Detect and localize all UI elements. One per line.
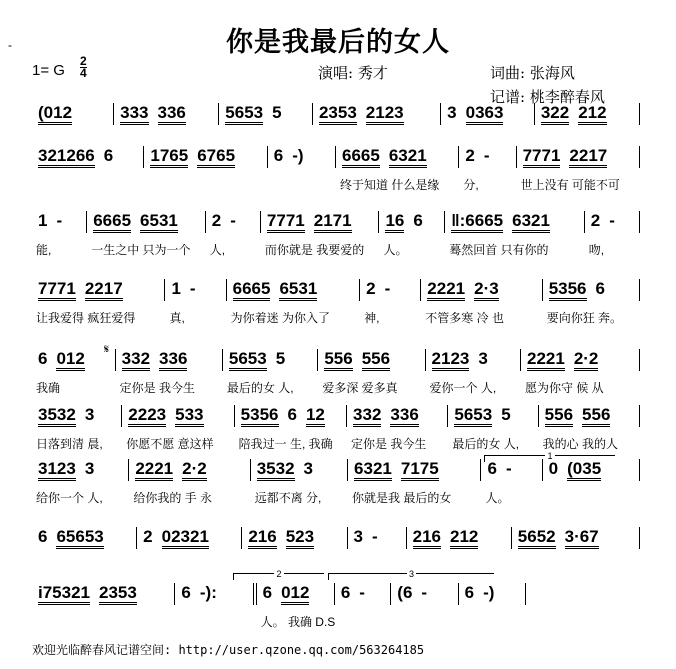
- note-group: 321266: [38, 147, 95, 168]
- measure-notes: [523, 146, 608, 168]
- note-group: 332: [122, 350, 150, 371]
- measure: [448, 405, 538, 451]
- staff-row: [32, 211, 640, 257]
- note-group: -): [483, 583, 495, 602]
- note-group: (012: [38, 104, 72, 125]
- note-group: 5356: [241, 406, 279, 427]
- measure-notes: [135, 459, 206, 481]
- note-group: 212: [578, 104, 606, 125]
- note-group: 6321: [512, 212, 550, 233]
- note-group: 0363: [466, 104, 504, 125]
- note-group: 333: [120, 104, 148, 125]
- key-signature: 1= G: [32, 62, 65, 79]
- transcriber: 记谱: 桃李醉春风: [490, 88, 605, 106]
- measure: [521, 349, 640, 395]
- lyric: 最后的女 人,: [452, 437, 520, 451]
- note-group: 6: [340, 583, 351, 602]
- measure-notes: [319, 103, 404, 125]
- measure: [336, 146, 459, 192]
- measure-notes: [549, 279, 605, 301]
- measure-notes: [38, 103, 72, 125]
- stray-dash: -: [8, 38, 12, 52]
- note-group: 556: [362, 350, 390, 371]
- note-group: 3123: [38, 460, 76, 481]
- note-group: i75321: [38, 584, 90, 605]
- staff-row: [32, 459, 640, 505]
- measure-notes: [122, 349, 188, 371]
- note-group: 6: [464, 583, 475, 602]
- note-group: 5356: [549, 280, 587, 301]
- note-group: 7175: [401, 460, 439, 481]
- measure-notes: [38, 527, 104, 549]
- measure: [219, 103, 313, 125]
- note-group: 6: [487, 459, 497, 478]
- note-group: 556: [545, 406, 573, 427]
- measure-notes: [451, 211, 550, 233]
- measure-notes: [341, 583, 365, 605]
- note-group: 3: [447, 103, 457, 122]
- measure-notes: [487, 459, 511, 481]
- measure-notes: [432, 349, 488, 371]
- note-group: 2221: [135, 460, 173, 481]
- note-group: 533: [175, 406, 203, 427]
- note-group: 3: [478, 349, 488, 368]
- note-group: 2123: [366, 104, 404, 125]
- lyric: 一生之中 只为一个: [91, 243, 191, 257]
- lyric: 我的心 我的人: [542, 437, 619, 451]
- note-group: 6: [595, 279, 605, 298]
- measure: [585, 211, 640, 257]
- note-group: 2221: [527, 350, 565, 371]
- note-group: 3532: [257, 460, 295, 481]
- measure-notes: [225, 103, 281, 125]
- measure-notes: [385, 211, 422, 233]
- lyric: 分,: [463, 178, 479, 192]
- note-group: 523: [286, 528, 314, 549]
- measure-notes: [447, 103, 503, 125]
- note-group: (6: [397, 583, 413, 602]
- note-group: 2: [590, 211, 601, 230]
- note-group: 3: [353, 527, 363, 546]
- note-group: 6531: [140, 212, 178, 233]
- note-group: -: [230, 211, 236, 230]
- measure: [512, 527, 640, 549]
- measure: [257, 583, 336, 629]
- measure: [223, 349, 318, 395]
- measure: [535, 103, 640, 125]
- measure: [348, 527, 407, 549]
- lyric: 能,: [36, 243, 52, 257]
- volta-2: [233, 569, 324, 580]
- measure-notes: [38, 211, 62, 233]
- note-group: 6: [181, 583, 191, 602]
- measure: [122, 405, 234, 451]
- staff-row: [32, 583, 526, 629]
- note-group: 3: [303, 459, 314, 478]
- measure-notes: [263, 583, 310, 605]
- lyric: 给你一个 人,: [36, 491, 103, 505]
- measure: [459, 146, 516, 192]
- lyric: 人。 我确 D.S: [260, 615, 336, 629]
- measure: [32, 583, 175, 605]
- measure: [32, 103, 114, 125]
- measure-notes: [38, 279, 123, 301]
- note-group: 3532: [38, 406, 76, 427]
- measure: [335, 583, 391, 605]
- note-group: 3: [84, 459, 95, 478]
- measure: [318, 349, 425, 395]
- note-group: 1: [38, 211, 48, 230]
- lyric: 你愿不愿 意这样: [126, 437, 214, 451]
- measure: [517, 146, 640, 192]
- measure-notes: [545, 405, 611, 427]
- note-group: 7771: [267, 212, 305, 233]
- note-group: ‖:6665: [451, 212, 503, 233]
- measure-notes: [181, 583, 216, 605]
- note-group: 2: [211, 211, 222, 230]
- measure-notes: [229, 349, 285, 371]
- note-group: -: [359, 583, 365, 602]
- measure-notes: [274, 146, 304, 168]
- volta-3-label: 3: [408, 569, 414, 579]
- staff-row: [32, 279, 640, 325]
- footer-credit: 欢迎光临醉春风记谱空间: http://user.qzone.qq.com/563264185: [32, 643, 425, 657]
- composer: 词曲: 张海风: [490, 64, 575, 82]
- note-group: 332: [353, 406, 381, 427]
- note-group: -: [609, 211, 615, 230]
- note-group: 2: [366, 279, 376, 298]
- note-group: 12: [306, 406, 325, 427]
- measure-notes: [353, 405, 419, 427]
- note-group: 2·2: [574, 350, 599, 371]
- volta-1-label: 1: [547, 451, 553, 461]
- measure: [175, 583, 256, 605]
- lyric: 蓦然回首 只有你的: [449, 243, 549, 257]
- note-group: 6: [38, 527, 48, 546]
- note-group: -: [421, 583, 428, 602]
- measure: [114, 103, 219, 125]
- lyric: 人。: [485, 491, 510, 505]
- measure: [206, 211, 261, 257]
- segno-sign: 𝄋: [104, 342, 110, 356]
- note-group: 5653: [225, 104, 263, 125]
- singer: 演唱: 秀才: [318, 64, 388, 82]
- note-group: 216: [248, 528, 276, 549]
- measure: [32, 146, 144, 168]
- lyric: 最后的女 人,: [226, 381, 294, 395]
- measure: [543, 279, 640, 325]
- note-group: 012: [56, 350, 84, 371]
- lyric: 世上没有 可能不可: [520, 178, 620, 192]
- measure: [407, 527, 512, 549]
- lyric: 陪我过一 生, 我确: [238, 437, 333, 451]
- measure-notes: [454, 405, 510, 427]
- measure-notes: [541, 103, 607, 125]
- note-group: 6: [287, 405, 297, 424]
- note-group: 336: [390, 406, 418, 427]
- measure-notes: [591, 211, 615, 233]
- measure-notes: [171, 279, 195, 301]
- measure-notes: [120, 103, 186, 125]
- measure: [32, 211, 87, 257]
- measure: [251, 459, 348, 505]
- lyric: 你就是我 最后的女: [352, 491, 452, 505]
- staff-row: [32, 349, 640, 395]
- song-title: 你是我最后的女人: [226, 27, 450, 58]
- lyric: 为你着迷 为你入了: [230, 311, 330, 325]
- measure: [445, 211, 585, 257]
- note-group: 3: [84, 405, 95, 424]
- measure-notes: [212, 211, 236, 233]
- note-group: 65653: [56, 528, 103, 549]
- measure-notes: [324, 349, 390, 371]
- note-group: 5: [272, 103, 282, 122]
- lyric: 终于知道 什么是缘: [340, 178, 440, 192]
- lyric: 爱你一个 人,: [429, 381, 497, 395]
- staff-row: [32, 405, 640, 451]
- note-group: 6665: [342, 147, 380, 168]
- note-group: 6765: [197, 147, 235, 168]
- measure: [426, 349, 521, 395]
- measure-notes: [257, 459, 313, 481]
- measure-notes: [549, 459, 602, 481]
- note-group: 6321: [389, 147, 427, 168]
- measure-notes: [267, 211, 352, 233]
- note-group: 6: [38, 349, 48, 368]
- note-group: 6531: [279, 280, 317, 301]
- time-signature: [80, 56, 87, 79]
- note-group: 2·3: [474, 280, 499, 301]
- lyric: 而你就是 我要爱的: [264, 243, 365, 257]
- measure: [32, 279, 165, 325]
- measure: [32, 459, 129, 505]
- measure: [116, 349, 223, 395]
- volta-3: [328, 569, 494, 580]
- measure: [347, 405, 448, 451]
- measure-notes: [413, 527, 479, 549]
- note-group: 6: [413, 211, 423, 230]
- lyric: 远都不离 分,: [254, 491, 322, 505]
- measure: [261, 211, 380, 257]
- measure-notes: [38, 349, 85, 371]
- lyric: 人。: [383, 243, 408, 257]
- note-group: 556: [324, 350, 352, 371]
- measure-notes: [518, 527, 599, 549]
- measure-notes: [465, 583, 495, 605]
- note-group: 5: [501, 405, 511, 424]
- note-group: -):: [199, 583, 217, 602]
- note-group: 1765: [150, 147, 188, 168]
- measure-notes: [527, 349, 598, 371]
- measure-notes: [366, 279, 390, 301]
- measure: [459, 583, 526, 605]
- measure-notes: [38, 405, 94, 427]
- note-group: 2353: [99, 584, 137, 605]
- lyric: 爱多深 爱多真: [322, 381, 398, 395]
- note-group: 3·67: [565, 528, 599, 549]
- note-group: 5: [275, 349, 286, 368]
- note-group: 216: [413, 528, 441, 549]
- measure: [313, 103, 441, 125]
- note-group: 336: [158, 104, 186, 125]
- measure: [379, 211, 445, 257]
- measure-notes: [38, 583, 137, 605]
- measure-notes: [241, 405, 325, 427]
- measure-notes: [465, 146, 489, 168]
- measure-notes: [128, 405, 203, 427]
- measure-notes: [427, 279, 498, 301]
- note-group: -: [483, 146, 490, 165]
- staff-row: [32, 527, 640, 549]
- note-group: 212: [450, 528, 478, 549]
- note-group: 6321: [354, 460, 392, 481]
- measure: [539, 405, 640, 451]
- note-group: 1: [171, 279, 181, 298]
- note-group: 2217: [85, 280, 123, 301]
- time-bottom: 4: [80, 66, 87, 80]
- note-group: 2: [465, 146, 475, 165]
- measure-notes: [354, 527, 378, 549]
- measure: [543, 459, 640, 481]
- lyric: 吻,: [588, 243, 605, 257]
- note-group: 2217: [569, 147, 607, 168]
- note-group: 2123: [432, 350, 470, 371]
- measure: [32, 349, 116, 395]
- measure: [421, 279, 542, 325]
- measure: [32, 527, 137, 549]
- lyric: 日落到清 晨,: [36, 437, 103, 451]
- lyric: 我确: [36, 381, 61, 395]
- measure: [137, 527, 242, 549]
- measure-notes: [342, 146, 427, 168]
- measure: [227, 279, 360, 325]
- note-group: -: [384, 279, 391, 298]
- measure: [165, 279, 226, 325]
- note-group: 2223: [128, 406, 166, 427]
- note-group: 556: [582, 406, 610, 427]
- measure-notes: [248, 527, 314, 549]
- measure: [87, 211, 206, 257]
- lyric: 神,: [364, 311, 380, 325]
- lyric: 让我爱得 疯狂爱得: [36, 311, 136, 325]
- lyric: 要向你狂 奔。: [546, 311, 623, 325]
- measure: [242, 527, 347, 549]
- lyric: 真,: [169, 311, 185, 325]
- measure-notes: [354, 459, 439, 481]
- staff-row: [32, 103, 640, 125]
- note-group: 2353: [319, 104, 357, 125]
- note-group: 2: [143, 527, 153, 546]
- measure-notes: [93, 211, 178, 233]
- note-group: 7771: [523, 147, 561, 168]
- measure: [268, 146, 336, 168]
- lyric: 愿为你守 候 从: [524, 381, 604, 395]
- measure: [32, 405, 122, 451]
- measure-notes: [397, 583, 427, 605]
- note-group: -: [189, 279, 196, 298]
- measure-notes: [233, 279, 318, 301]
- note-group: -: [505, 459, 512, 478]
- lyric: 不管多寒 冷 也: [425, 311, 504, 325]
- note-group: 0: [548, 459, 559, 478]
- note-group: 02321: [162, 528, 209, 549]
- measure-notes: [38, 459, 94, 481]
- measure: [144, 146, 267, 168]
- measure: [441, 103, 535, 125]
- measure-notes: [38, 146, 113, 168]
- measure-notes: [150, 146, 235, 168]
- note-group: -: [56, 211, 63, 230]
- note-group: 6665: [233, 280, 271, 301]
- note-group: 5653: [454, 406, 492, 427]
- measure: [360, 279, 421, 325]
- note-group: 012: [281, 584, 309, 605]
- lyric: 定你是 我今生: [119, 381, 196, 395]
- note-group: 7771: [38, 280, 76, 301]
- measure: [348, 459, 481, 505]
- note-group: 2171: [314, 212, 352, 233]
- note-group: 5652: [518, 528, 556, 549]
- note-group: 6: [262, 583, 273, 602]
- lyric: 人,: [209, 243, 226, 257]
- measure: [235, 405, 347, 451]
- measure: [481, 459, 542, 505]
- note-group: 6665: [93, 212, 131, 233]
- note-group: 5653: [229, 350, 267, 371]
- note-group: 2·2: [182, 460, 207, 481]
- note-group: 2221: [427, 280, 465, 301]
- note-group: (035: [567, 460, 601, 481]
- measure-notes: [143, 527, 209, 549]
- time-top: 2: [80, 54, 87, 68]
- volta-2-label: 2: [276, 569, 282, 579]
- note-group: 16: [385, 212, 404, 233]
- note-group: 6: [103, 146, 114, 165]
- note-group: -): [292, 146, 304, 165]
- note-group: 6: [273, 146, 284, 165]
- note-group: 322: [541, 104, 569, 125]
- measure: [129, 459, 250, 505]
- note-group: -: [371, 527, 378, 546]
- measure: [391, 583, 458, 605]
- lyric: 定你是 我今生: [351, 437, 427, 451]
- lyric: 给你我的 手 永: [133, 491, 212, 505]
- staff-row: [32, 146, 640, 192]
- note-group: 336: [159, 350, 187, 371]
